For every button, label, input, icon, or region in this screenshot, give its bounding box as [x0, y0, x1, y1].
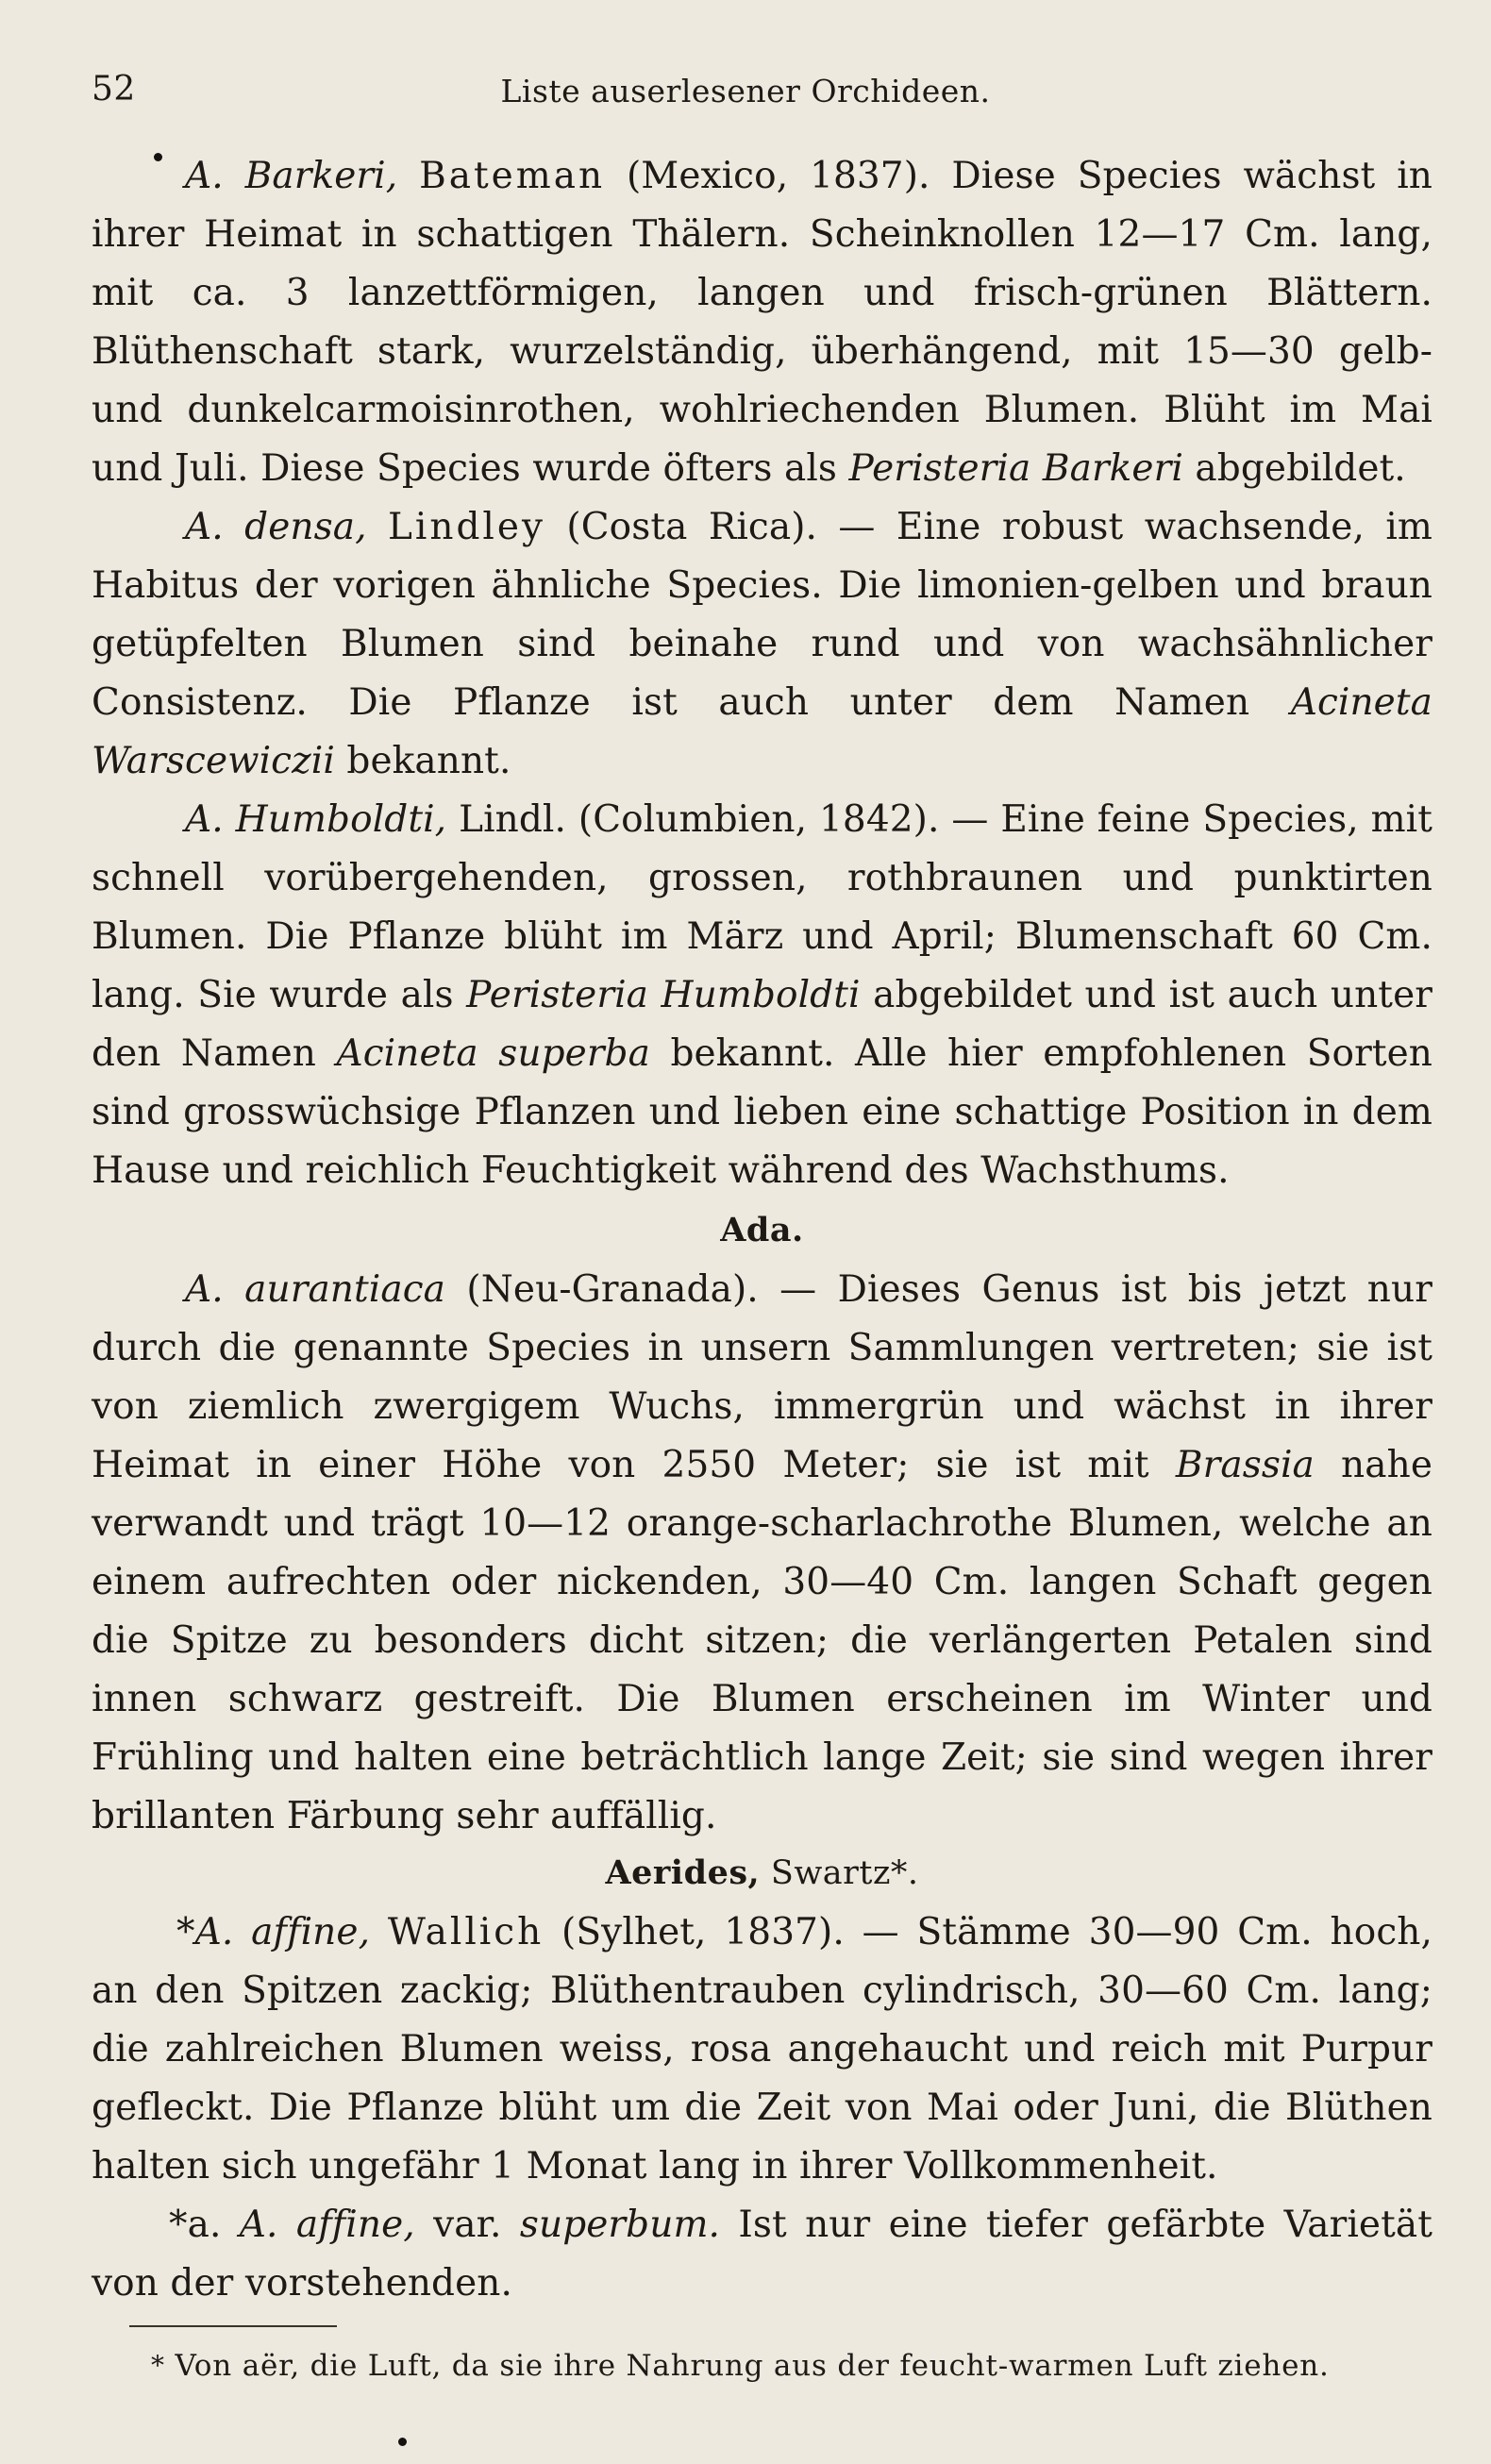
italic-synonym: Acineta Warscewiczii — [92, 681, 1432, 782]
italic-synonym: Peristeria Humboldti — [466, 974, 861, 1016]
section-author: Swartz — [760, 1854, 891, 1892]
italic-genus: Brassia — [1175, 1444, 1315, 1486]
entry-text-end: abgebildet. — [1182, 447, 1406, 490]
species-name: A. aurantiaca — [185, 1268, 446, 1311]
footnote — [151, 2344, 1432, 2388]
authority-name: Wallich — [387, 1911, 544, 1953]
entry-text: (Neu-Granada). — Dieses Genus ist bis jetzt nur durch die genannte Species in unsern Sammlungen vertreten; sie ist von ziemlich zwergigem Wuchs, immergrün und wächst in ihrer Heimat in einer Höhe von 2550 Meter; sie ist mit — [92, 1268, 1432, 1486]
entry-ada-aurantiaca — [92, 1261, 1432, 1846]
page-header — [92, 62, 1399, 123]
entry-text-end: bekannt. — [334, 740, 511, 782]
entry-text: Ist nur eine tiefer gefärbte Varietät von der vorstehenden. — [92, 2204, 1432, 2305]
entry-text-middle: abgebildet und ist auch unter den Namen — [92, 974, 1432, 1075]
entry-acineta-barkeri — [92, 147, 1432, 498]
entry-aerides-affine-superbum — [92, 2196, 1432, 2313]
section-title: Aerides, — [605, 1853, 761, 1892]
footnote-star: * — [176, 1911, 195, 1953]
entry-acineta-humboldti — [92, 791, 1432, 1200]
italic-synonym: Peristeria Barkeri — [848, 447, 1183, 490]
authority-name: Bateman — [419, 155, 606, 197]
variety-prefix: a. — [187, 2204, 240, 2246]
section-heading-aerides — [92, 1843, 1432, 1903]
section-heading-ada: Ada. — [720, 1211, 804, 1249]
entry-aerides-affine — [92, 1903, 1432, 2196]
species-name: A. affine, — [239, 2204, 415, 2246]
italic-synonym-second: Acineta superba — [336, 1032, 650, 1075]
species-name: A. Humboldti, — [185, 798, 447, 841]
entry-text: (Mexico, 1837). Diese Species wächst in ihrer Heimat in schattigen Thälern. Scheinknollen 12—17 Cm. lang, mit ca. 3 lanzettförmigen, langen und frisch-grünen Blättern. Blüthenschaft stark, wurzelständig, überhängend, mit 15—30 gelb- und dunkelcarmoisinrothen, wohlriechenden Blumen. Blüht im Mai und Juli. Diese Species wurde öfters als — [92, 155, 1432, 490]
authority-name: Lindley — [387, 506, 546, 548]
entry-text: (Sylhet, 1837). — Stämme 30—90 Cm. hoch, an den Spitzen zackig; Blüthentrauben cylindrisch, 30—60 Cm. lang; die zahlreichen Blumen weiss, rosa angehaucht und reich mit Purpur gefleckt. Die Pflanze blüht um die Zeit von Mai oder Juni, die Blüthen halten sich ungefähr 1 Monat lang in ihrer Vollkommenheit. — [92, 1911, 1433, 2187]
page-number: 52 — [92, 70, 136, 109]
main-content — [92, 147, 1432, 2388]
footnote-text: Von aër, die Luft, da sie ihre Nahrung aus der feucht-warmen Luft ziehen. — [164, 2349, 1330, 2383]
entry-text: (Costa Rica). — Eine robust wachsende, im Habitus der vorigen ähnliche Species. Die limonien-gelben und braun getüpfelten Blumen sind beinahe rund und von wachsähnlicher Consistenz. Die Pflanze ist auch unter dem Namen — [92, 506, 1432, 724]
entry-acineta-densa — [92, 498, 1432, 791]
species-name: A. densa, — [185, 506, 367, 548]
section-footnote-star: *. — [890, 1854, 919, 1892]
footnote-mark: * — [151, 2350, 165, 2381]
footnote-divider — [129, 2325, 337, 2327]
variety-name: superbum. — [519, 2204, 721, 2246]
variety-label: var. — [414, 2204, 520, 2246]
entry-text-end: bekannt. Alle hier empfohlenen Sorten sind grosswüchsige Pflanzen und lieben eine schattige Position in dem Hause und reichlich Feuchtigkeit während des Wachsthums. — [92, 1032, 1432, 1192]
species-name: A. affine, — [194, 1911, 371, 1953]
species-name: A. Barkeri, — [185, 155, 398, 197]
entry-text: Lindl. (Columbien, 1842). — Eine feine Species, mit schnell vorübergehenden, grossen, rothbraunen und punktirten Blumen. Die Pflanze blüht im März und April; Blumenschaft 60 Cm. lang. Sie wurde als — [92, 798, 1432, 1016]
bottom-bullet-mark — [398, 2438, 407, 2446]
footnote-star: * — [169, 2204, 188, 2246]
running-head: Liste auserlesener Orchideen. — [500, 73, 991, 109]
entry-text-end: nahe verwandt und trägt 10—12 orange-scharlachrothe Blumen, welche an einem aufrechten oder nickenden, 30—40 Cm. langen Schaft gegen die Spitze zu besonders dicht sitzen; die verlängerten Petalen sind innen schwarz gestreift. Die Blumen erscheinen im Winter und Frühling und halten eine beträchtlich lange Zeit; sie sind wegen ihrer brillanten Färbung sehr auffällig. — [92, 1444, 1432, 1837]
